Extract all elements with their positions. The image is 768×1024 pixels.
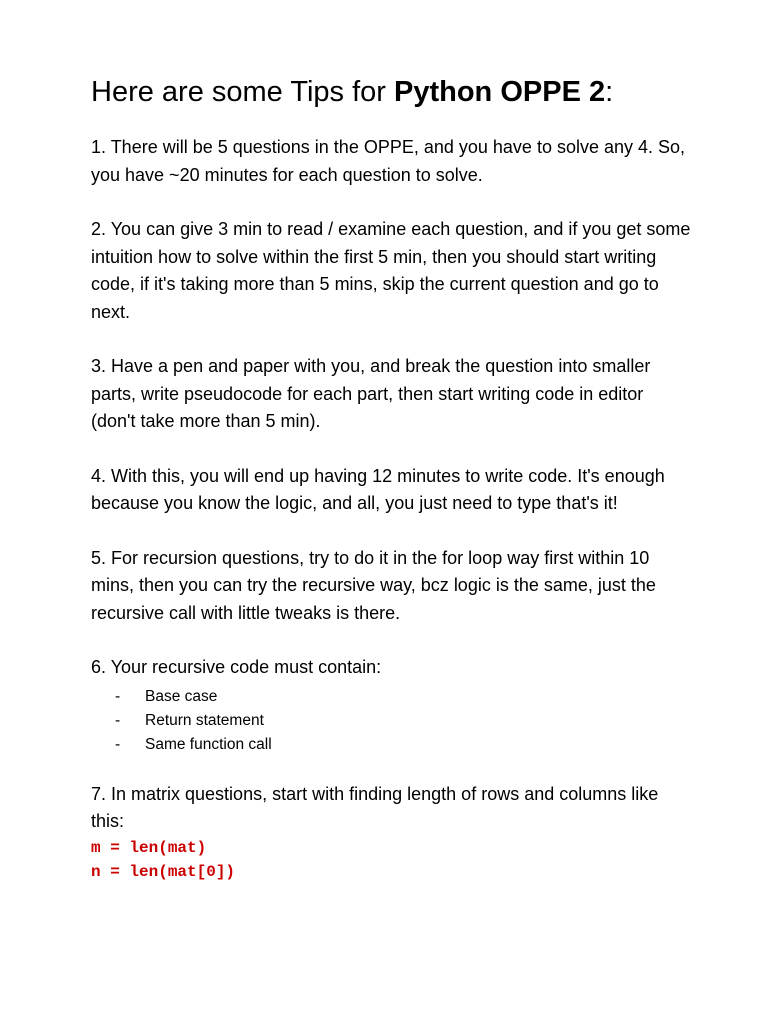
tip-2-text: 2. You can give 3 min to read / examine each question, and if you get some intuition how to solve within the first 5 min, then you should start writing code, if it's taking more than 5 mins, skip the current question and go to next. — [91, 219, 691, 322]
tip-4-text: 4. With this, you will end up having 12 minutes to write code. It's enough because you know the logic, and all, you just need to type that's it! — [91, 465, 665, 513]
code-line-rows: m = len(mat) — [91, 838, 207, 857]
document-page — [91, 70, 691, 884]
tip-5-text: 5. For recursion questions, try to do it in the for loop way first within 10 mins, then you can try the recursive way, bcz logic is the same, just the recursive call with little tweaks is there. — [91, 547, 656, 623]
recursion-checklist — [91, 685, 691, 757]
tip-3 — [91, 353, 691, 436]
tip-2 — [91, 216, 691, 326]
tip-7 — [91, 781, 691, 884]
list-item — [115, 733, 691, 757]
list-item-label: Same function call — [145, 735, 272, 753]
list-item — [115, 685, 691, 709]
tip-7-text: 7. In matrix questions, start with finding length of rows and columns like this: — [91, 783, 659, 831]
tip-6-text: 6. Your recursive code must contain: — [91, 657, 382, 677]
title-bold: Python OPPE 2 — [394, 76, 606, 108]
tip-4 — [91, 463, 691, 518]
dash-bullet: - — [115, 687, 121, 705]
tip-5 — [91, 545, 691, 628]
list-item-label: Return statement — [145, 711, 264, 729]
list-item — [115, 709, 691, 733]
tip-6 — [91, 654, 691, 757]
title-prefix: Here are some Tips for — [91, 76, 394, 108]
tip-1-text: 1. There will be 5 questions in the OPPE, and you have to solve any 4. So, you have ~20 minutes for each question to solve. — [91, 137, 686, 185]
dash-bullet: - — [115, 735, 121, 753]
page-title — [91, 70, 691, 114]
title-suffix: : — [605, 76, 614, 108]
list-item-label: Base case — [145, 687, 218, 705]
tip-1 — [91, 134, 691, 189]
code-line-columns: n = len(mat[0]) — [91, 862, 236, 881]
tip-3-text: 3. Have a pen and paper with you, and break the question into smaller parts, write pseudocode for each part, then start writing code in editor (don't take more than 5 min). — [91, 356, 651, 431]
dash-bullet: - — [115, 711, 121, 729]
